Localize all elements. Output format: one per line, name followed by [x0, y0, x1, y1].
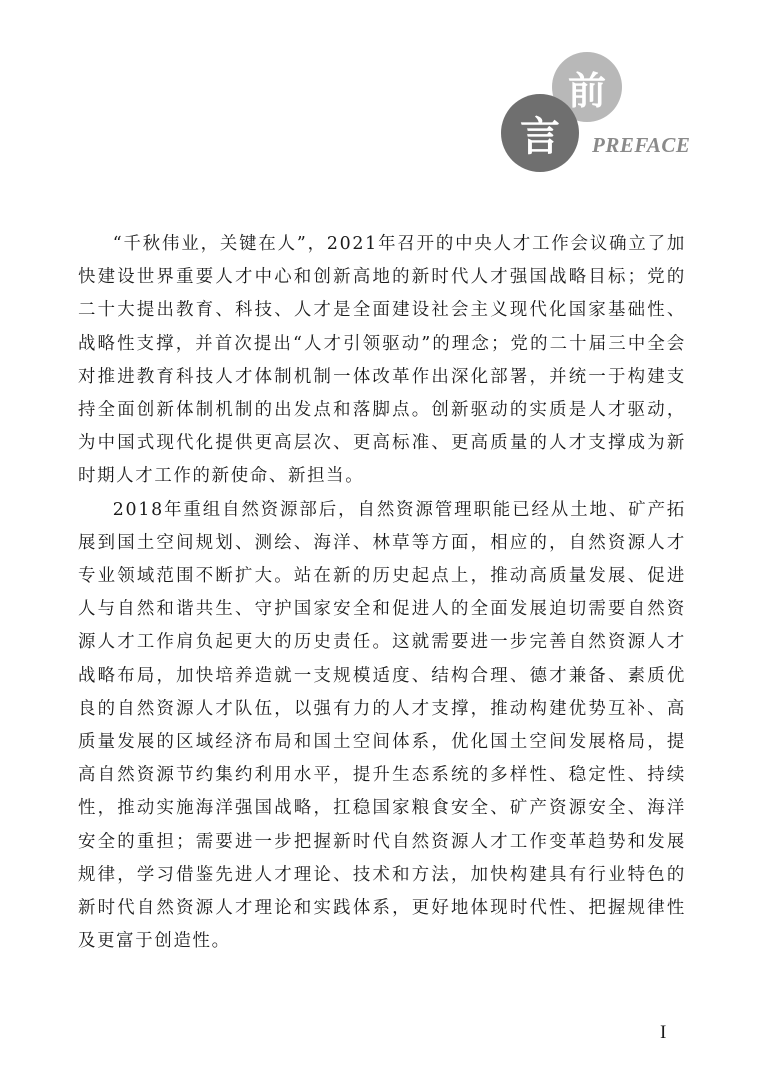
preface-body	[78, 228, 686, 958]
preface-header	[0, 0, 763, 200]
title-char-yan: 言	[520, 113, 560, 160]
paragraph-1: “千秋伟业，关键在人”，2021年召开的中央人才工作会议确立了加快建设世界重要人才中心和创新高地的新时代人才强国战略目标；党的二十大提出教育、科技、人才是全面建设社会主义现代化国家基础性、战略性支撑，并首次提出“人才引领驱动”的理念；党的二十届三中全会对推进教育科技人才体制机制一体改革作出深化部署，并统一于构建支持全面创新体制机制的出发点和落脚点。创新驱动的实质是人才驱动，为中国式现代化提供更高层次、更高标准、更高质量的人才支撑成为新时期人才工作的新使命、新担当。	[78, 234, 686, 487]
paragraph-2: 2018年重组自然资源部后，自然资源管理职能已经从土地、矿产拓展到国土空间规划、测绘、海洋、林草等方面，相应的，自然资源人才专业领域范围不断扩大。站在新的历史起点上，推动高质量发展、促进人与自然和谐共生、守护国家安全和促进人的全面发展迫切需要自然资源人才工作肩负起更大的历史责任。这就需要进一步完善自然资源人才战略布局，加快培养造就一支规模适度、结构合理、德才兼备、素质优良的自然资源人才队伍，以强有力的人才支撑，推动构建优势互补、高质量发展的区域经济布局和国土空间体系，优化国土空间发展格局，提高自然资源节约集约利用水平，提升生态系统的多样性、稳定性、持续性，推动实施海洋强国战略，扛稳国家粮食安全、矿产资源安全、海洋安全的重担；需要进一步把握新时代自然资源人才工作变革趋势和发展规律，学习借鉴先进人才理论、技术和方法，加快构建具有行业特色的新时代自然资源人才理论和实践体系，更好地体现时代性、把握规律性及更富于创造性。	[78, 499, 686, 952]
preface-english-title: PREFACE	[592, 133, 691, 157]
title-circle-yan	[501, 94, 579, 172]
page-number: I	[660, 1022, 667, 1043]
title-char-qian: 前	[567, 68, 606, 113]
